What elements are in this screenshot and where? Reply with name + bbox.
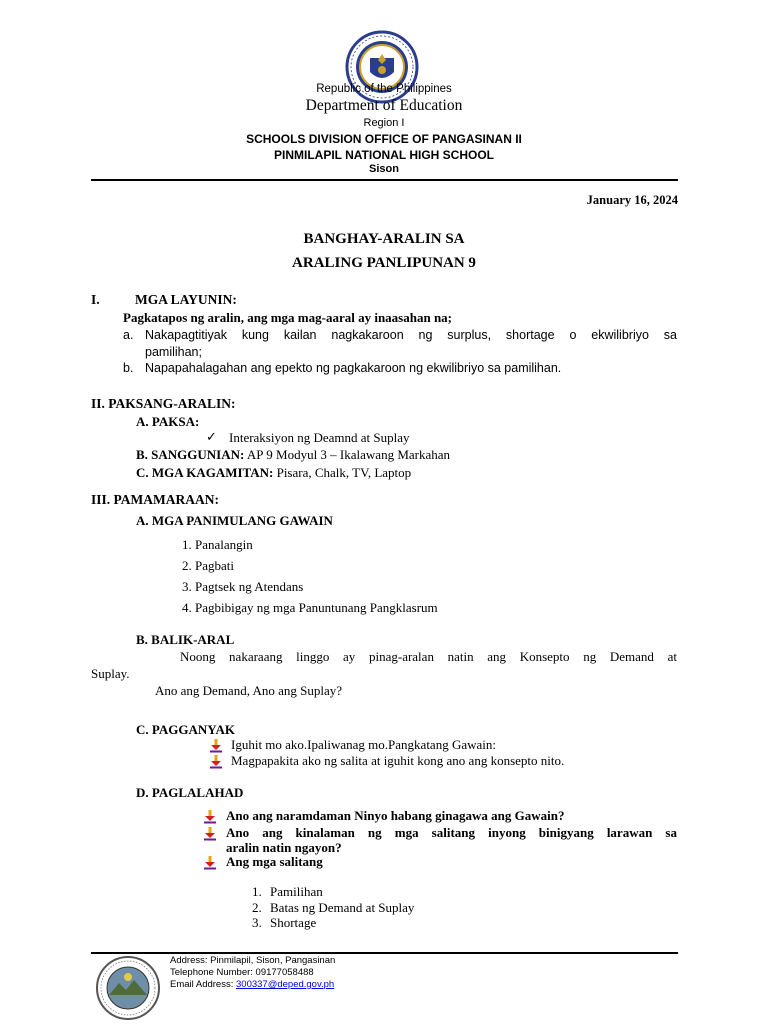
sanggunian-label: B. SANGGUNIAN: xyxy=(136,447,245,462)
title-line-1: BANGHAY-ARALIN SA xyxy=(303,231,465,247)
salita-item-3: Shortage xyxy=(270,915,317,930)
sanggunian-value: AP 9 Modyul 3 – Ikalawang Markahan xyxy=(244,447,451,462)
document-date: January 16, 2024 xyxy=(586,193,678,207)
header-divider xyxy=(91,179,678,181)
balik-aral-line2: Suplay. xyxy=(91,666,130,681)
footer-divider xyxy=(91,952,678,954)
school-logo xyxy=(95,955,161,1021)
school-line: PINMILAPIL NATIONAL HIGH SCHOOL xyxy=(273,148,494,162)
department-line: Department of Education xyxy=(305,97,463,114)
paglalahad-question-2-line2: aralin natin ngayon? xyxy=(226,840,342,855)
paksa-label: A. PAKSA: xyxy=(136,414,200,429)
kagamitan-row xyxy=(136,465,411,481)
arrow-bullet-icon xyxy=(203,856,217,870)
arrow-bullet-icon xyxy=(203,827,217,841)
section-1-numeral: I. xyxy=(91,292,100,307)
arrow-bullet-icon xyxy=(209,739,223,753)
objective-a-line1: Nakapagtitiyak kung kailan nagkakaroon ng surplus, shortage o ekwilibriyo sa xyxy=(145,328,677,342)
check-icon: ✓ xyxy=(206,429,217,444)
objective-a-line2: pamilihan; xyxy=(145,345,202,359)
footer-address: Address: Pinmilapil, Sison, Pangasinan xyxy=(170,955,336,966)
arrow-bullet-icon xyxy=(209,755,223,769)
arrow-bullet-icon xyxy=(203,810,217,824)
balik-aral-line3: Ano ang Demand, Ano ang Suplay? xyxy=(155,683,343,698)
paglalahad-question-1: Ano ang naramdaman Ninyo habang ginagawa ang Gawain? xyxy=(226,808,565,823)
kagamitan-value: Pisara, Chalk, TV, Laptop xyxy=(273,465,412,480)
footer-email-row xyxy=(170,979,334,990)
salita-num-2: 2. xyxy=(252,900,262,915)
division-line: SCHOOLS DIVISION OFFICE OF PANGASINAN II xyxy=(246,132,522,146)
objective-a-marker: a. xyxy=(123,328,134,342)
salita-item-1: Pamilihan xyxy=(270,884,323,899)
salita-item-2: Batas ng Demand at Suplay xyxy=(270,900,415,915)
paglalahad-label: D. PAGLALAHAD xyxy=(136,785,244,800)
panimulang-item-4: 4. Pagbibigay ng mga Panuntunang Pangklasrum xyxy=(182,600,438,615)
pagganyak-label: C. PAGGANYAK xyxy=(136,722,235,737)
town-line: Sison xyxy=(369,163,399,175)
panimulang-gawain-label: A. MGA PANIMULANG GAWAIN xyxy=(136,513,333,528)
republic-line: Republic of the Philippines xyxy=(316,83,452,95)
footer-telephone: Telephone Number: 09177058488 xyxy=(170,967,314,978)
panimulang-item-3: 3. Pagtsek ng Atendans xyxy=(182,579,304,594)
sanggunian-row xyxy=(136,447,450,463)
objective-b-marker: b. xyxy=(123,361,134,375)
section-1-heading: MGA LAYUNIN: xyxy=(135,292,237,307)
pagganyak-item-1: Iguhit mo ako.Ipaliwanag mo.Pangkatang Gawain: xyxy=(231,737,496,752)
paksa-item: Interaksiyon ng Deamnd at Suplay xyxy=(229,430,410,445)
footer-email-link[interactable]: 300337@deped.gov.ph xyxy=(236,979,335,990)
objective-b-line1: Napapahalagahan ang epekto ng pagkakaroon ng ekwilibriyo sa pamilihan. xyxy=(145,361,562,375)
paglalahad-question-2-line1: Ano ang kinalaman ng mga salitang inyong binigyang larawan sa xyxy=(226,825,677,840)
balik-aral-label: B. BALIK-ARAL xyxy=(136,632,235,647)
region-line: Region I xyxy=(363,117,405,129)
kagamitan-label: C. MGA KAGAMITAN: xyxy=(136,465,274,480)
section-2-heading: II. PAKSANG-ARALIN: xyxy=(91,396,236,411)
paglalahad-question-3: Ang mga salitang xyxy=(226,854,323,869)
footer-email-label: Email Address: xyxy=(170,979,236,990)
section-3-heading: III. PAMAMARAAN: xyxy=(91,492,219,507)
pagganyak-item-2: Magpapakita ako ng salita at iguhit kong ano ang konsepto nito. xyxy=(231,753,565,768)
section-1-intro: Pagkatapos ng aralin, ang mga mag-aaral ay inaasahan na; xyxy=(123,310,453,325)
panimulang-item-1: 1. Panalangin xyxy=(182,537,253,552)
panimulang-item-2: 2. Pagbati xyxy=(182,558,234,573)
balik-aral-line1: Noong nakaraang linggo ay pinag-aralan natin ang Konsepto ng Demand at xyxy=(180,649,677,664)
title-line-2: ARALING PANLIPUNAN 9 xyxy=(292,255,476,271)
salita-num-3: 3. xyxy=(252,915,262,930)
salita-num-1: 1. xyxy=(252,884,262,899)
